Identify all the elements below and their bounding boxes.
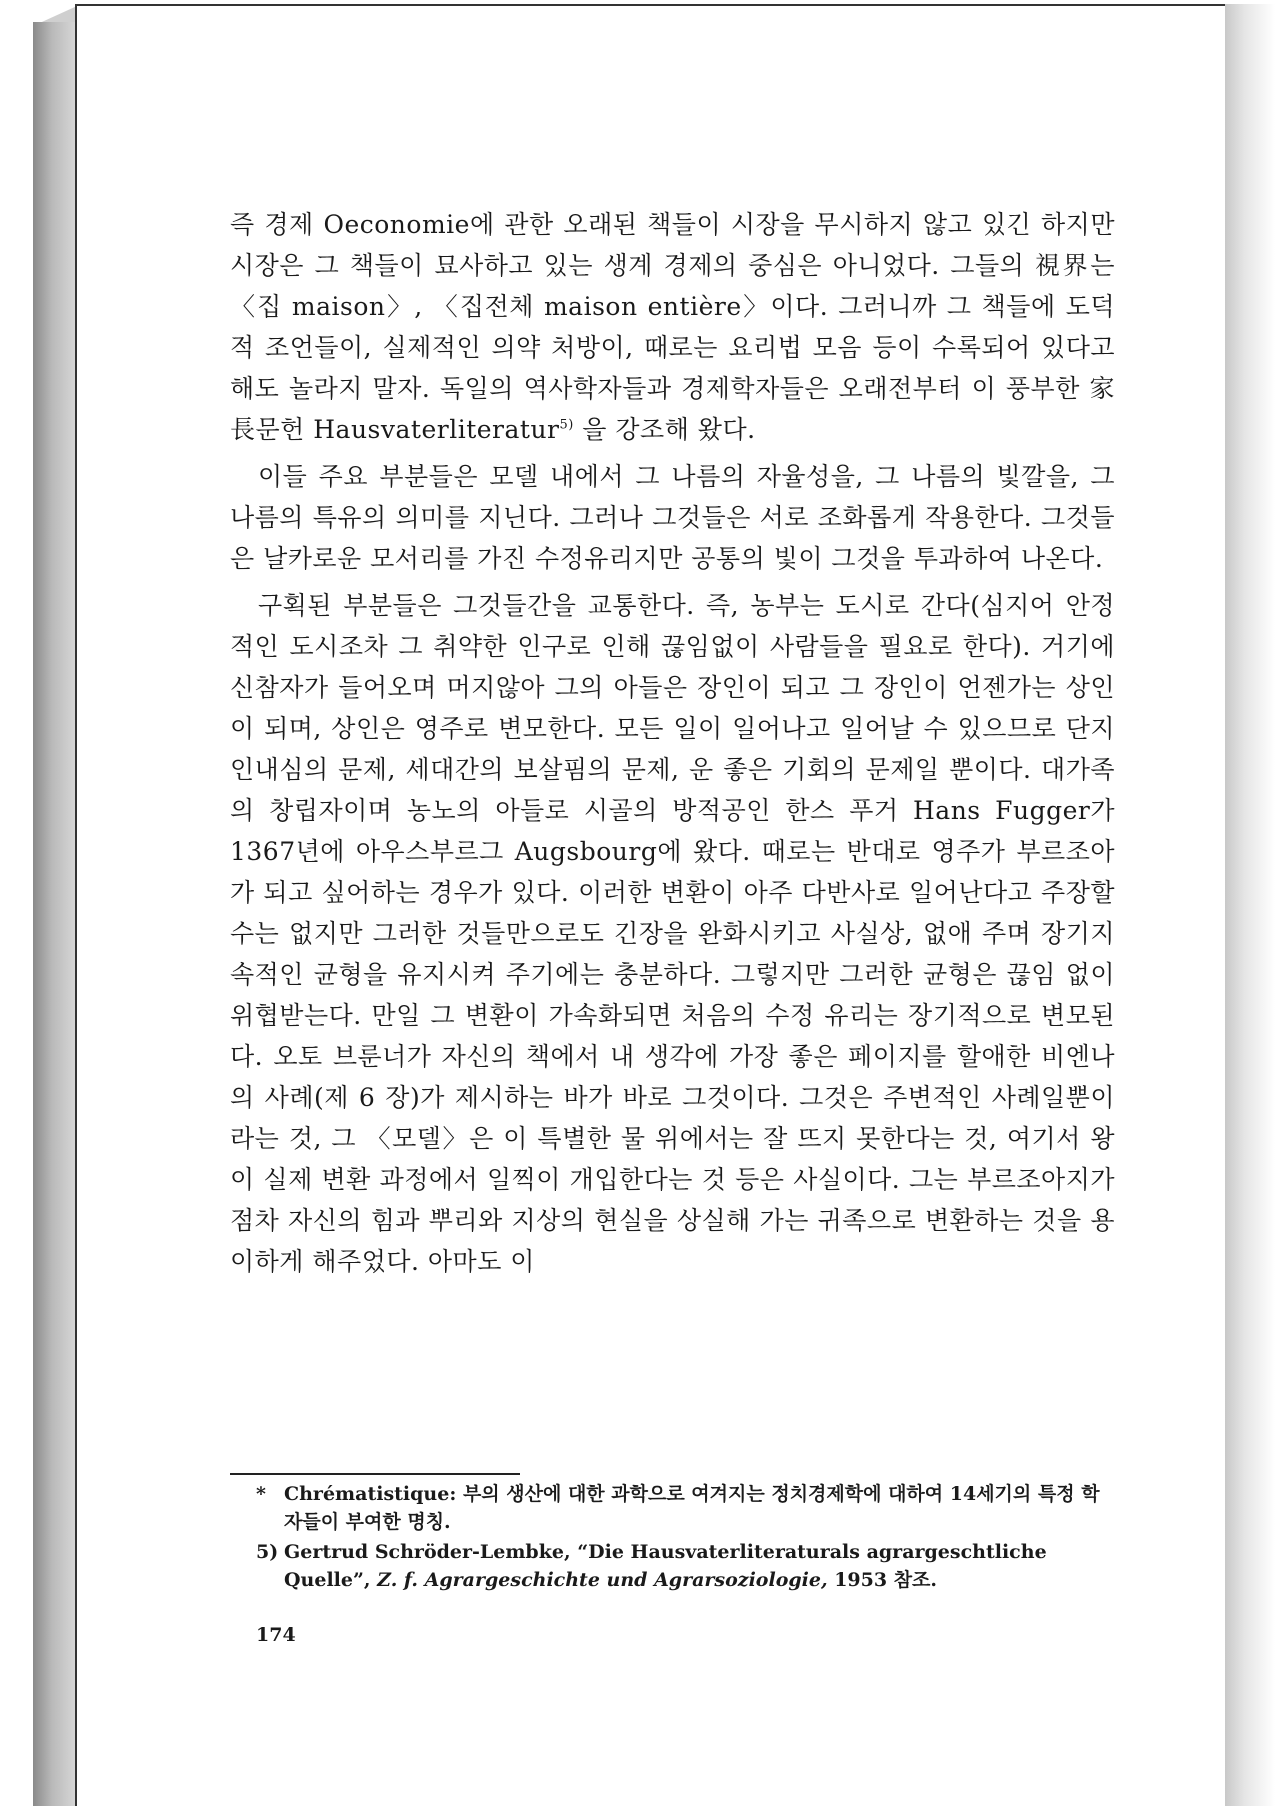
paragraph-3: 구획된 부분들은 그것들간을 교통한다. 즉, 농부는 도시로 간다(심지어 안정적인 도시조차 그 취약한 인구로 인해 끊임없이 사람들을 필요로 한다). 거기에 신참자가 들어오며 머지않아 그의 아들은 장인이 되고 그 장인이 언젠가는 상인이 되며, 상인은 영주로 변모한다. 모든 일이 일어나고 일어날 수 있으므로 단지 인내심의 문제, 세대간의 보살핌의 문제, 운 좋은 기회의 문제일 뿐이다. 대가족의 창립자이며 농노의 아들로 시골의 방적공인 한스 푸거 Hans Fugger가 1367년에 아우스부르그 Augsbourg에 왔다. 때로는 반대로 영주가 부르조아가 되고 싶어하는 경우가 있다. 이러한 변환이 아주 다반사로 일어난다고 주장할 수는 없지만 그러한 것들만으로도 긴장을 완화시키고 사실상, 없애 주며 장기지속적인 균형을 유지시켜 주기에는 충분하다. 그렇지만 그러한 균형은 끊임 없이 위협받는다. 만일 그 변환이 가속화되면 처음의 수정 유리는 장기적으로 변모된다. 오토 브룬너가 자신의 책에서 내 생각에 가장 좋은 페이지를 할애한 비엔나의 사례(제 6 장)가 제시하는 바가 바로 그것이다. 그것은 주변적인 사례일뿐이라는 것, 그 〈모델〉은 이 특별한 물 위에서는 잘 뜨지 못한다는 것, 여기서 왕이 실제 변환 과정에서 일찍이 개입한다는 것 등은 사실이다. 그는 부르조아지가 점차 자신의 힘과 뿌리와 지상의 현실을 상실해 가는 귀족으로 변환하는 것을 용이하게 해주었다. 아마도 이 — [230, 591, 1115, 1276]
paragraph-1-text: 즉 경제 Oeconomie에 관한 오래된 책들이 시장을 무시하지 않고 있긴 하지만 시장은 그 책들이 묘사하고 있는 생계 경제의 중심은 아니었다. 그들의 視界는 〈집 maison〉, 〈집전체 maison entière〉이다. 그러니까 그 책들에 도덕적 조언들이, 실제적인 의약 처방이, 때로는 요리법 모음 등이 수록되어 있다고 해도 놀라지 말자. 독일의 역사학자들과 경제학자들은 오래전부터 이 풍부한 家長문헌 Hausvaterliteratur — [230, 210, 1115, 444]
page-edge-shadow — [1225, 4, 1275, 1806]
footnote-journal-title: Z. f. Agrargeschichte und Agrarsoziologie, — [377, 1569, 828, 1591]
footnote-ref-5: 5) — [559, 417, 574, 433]
footnote-citation: Gertrud Schröder-Lembke, “Die Hausvaterliteraturals agrargeschtliche Quelle”, — [284, 1541, 1047, 1591]
footnote-divider — [230, 1473, 520, 1475]
paragraph-2: 이들 주요 부분들은 모델 내에서 그 나름의 자율성을, 그 나름의 빛깔을, 그 나름의 특유의 의미를 지닌다. 그러나 그것들은 서로 조화롭게 작용한다. 그것들은 날카로운 모서리를 가진 수정유리지만 공통의 빛이 그것을 투과하여 나온다. — [230, 462, 1115, 573]
body-text — [230, 204, 1115, 1282]
page-number: 174 — [256, 1624, 296, 1646]
paragraph-1-tail: 을 강조해 왔다. — [582, 415, 756, 444]
footnote-text: Chrématistique: 부의 생산에 대한 과학으로 여겨지는 정치경제학에 대하여 14세기의 특정 학자들이 부여한 명칭. — [284, 1483, 1100, 1533]
footnote-year: 1953 참조. — [834, 1569, 938, 1591]
footnotes — [256, 1478, 1116, 1596]
paragraph-1 — [230, 204, 1115, 450]
book-spine — [33, 22, 75, 1806]
footnote-asterisk — [256, 1480, 1116, 1536]
footnote-5 — [256, 1538, 1116, 1594]
footnote-mark: 5) — [256, 1541, 279, 1563]
footnote-mark: * — [256, 1483, 266, 1505]
footnote-text — [284, 1538, 1116, 1594]
